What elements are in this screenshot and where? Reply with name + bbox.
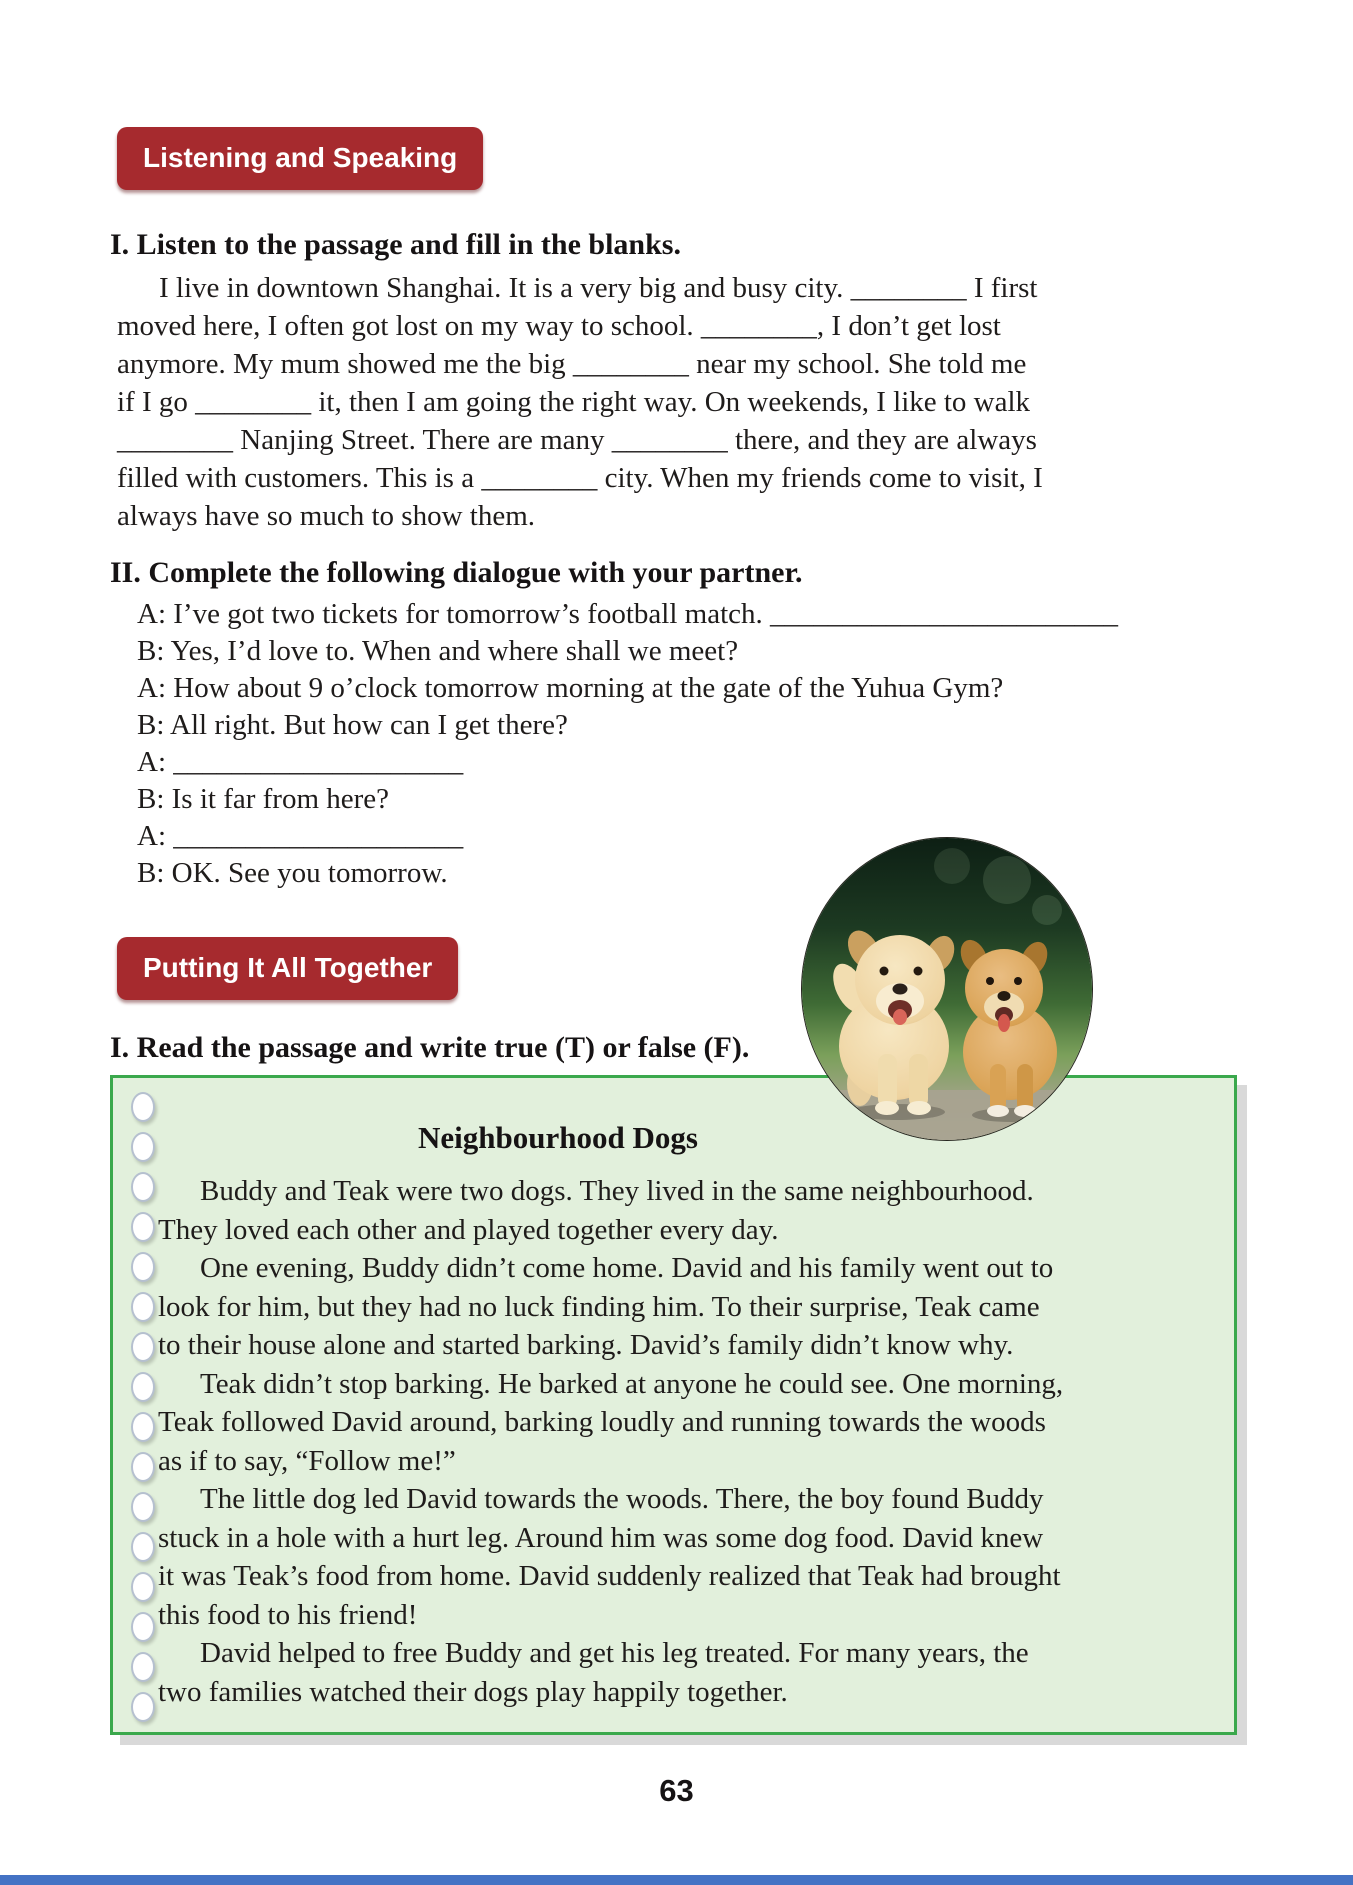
passage-body-line: as if to say, “Follow me!” (158, 1444, 456, 1477)
binder-hole-icon (131, 1332, 155, 1362)
passage-line: if I go ________ it, then I am going the right way. On weekends, I like to walk (117, 386, 1031, 418)
binder-hole-icon (131, 1652, 155, 1682)
puppies-photo (801, 837, 1093, 1141)
passage-body-line: stuck in a hole with a hurt leg. Around him was some dog food. David knew (158, 1521, 1044, 1554)
passage-body-line: David helped to free Buddy and get his leg treated. For many years, the (200, 1637, 1029, 1669)
page-number: 63 (659, 1773, 694, 1808)
dialogue-line: A: ____________________ (137, 820, 464, 852)
fill-in-passage (117, 269, 1202, 535)
binder-hole-icon (131, 1692, 155, 1722)
binder-hole-icon (131, 1372, 155, 1402)
binder-hole-icon (131, 1412, 155, 1442)
passage-line: filled with customers. This is a ________ city. When my friends come to visit, I (117, 462, 1043, 494)
passage-body-line: The little dog led David towards the woods. There, the boy found Buddy (200, 1483, 1044, 1515)
passage-body-line: Teak followed David around, barking loudly and running towards the woods (158, 1406, 1046, 1438)
dialogue-line: A: ____________________ (137, 746, 464, 778)
binder-hole-icon (131, 1292, 155, 1322)
task-heading-listen-and-fill: I. Listen to the passage and fill in the blanks. (110, 228, 681, 261)
passage-line: always have so much to show them. (117, 500, 536, 532)
footer-bar (0, 1875, 1353, 1885)
passage-body-line: two families watched their dogs play happily together. (158, 1675, 788, 1708)
passage-body-line: to their house alone and started barking. David’s family didn’t know why. (158, 1329, 1014, 1361)
passage-body-line: Teak didn’t stop barking. He barked at anyone he could see. One morning, (200, 1367, 1064, 1400)
dialogue-line: A: I’ve got two tickets for tomorrow’s football match. ________________________ (137, 598, 1119, 630)
dialogue-line: B: All right. But how can I get there? (137, 709, 568, 741)
reading-passage-box (110, 1075, 1237, 1735)
passage-line: ________ Nanjing Street. There are many ________ there, and they are always (117, 424, 1037, 456)
binder-hole-icon (131, 1612, 155, 1642)
binder-hole-icon (131, 1092, 155, 1122)
passage-body-line: One evening, Buddy didn’t come home. David and his family went out to (200, 1252, 1054, 1284)
dialogue-line: B: OK. See you tomorrow. (137, 857, 448, 889)
dialogue-line: B: Yes, I’d love to. When and where shall we meet? (137, 635, 739, 667)
passage-body (158, 1172, 1189, 1711)
dialogue (137, 596, 1237, 892)
binder-hole-icon (131, 1452, 155, 1482)
dialogue-line: A: How about 9 o’clock tomorrow morning at the gate of the Yuhua Gym? (137, 672, 1004, 704)
binder-holes-column (131, 1092, 155, 1722)
passage-line: anymore. My mum showed me the big ________ near my school. She told me (117, 348, 1027, 380)
passage-body-line: it was Teak’s food from home. David suddenly realized that Teak had brought (158, 1560, 1061, 1592)
passage-line: moved here, I often got lost on my way to school. ________, I don’t get lost (117, 310, 1001, 342)
passage-body-line: this food to his friend! (158, 1598, 418, 1631)
task-heading-complete-dialogue: II. Complete the following dialogue with your partner. (110, 556, 803, 589)
passage-title: Neighbourhood Dogs (418, 1120, 698, 1155)
passage-body-line: They loved each other and played together every day. (158, 1213, 779, 1246)
puppies-photo-graphic (802, 838, 1092, 1140)
passage-body-line: Buddy and Teak were two dogs. They lived in the same neighbourhood. (200, 1175, 1034, 1207)
dialogue-line: B: Is it far from here? (137, 783, 390, 815)
section-badge-putting-it-all-together: Putting It All Together (117, 937, 458, 1000)
binder-hole-icon (131, 1172, 155, 1202)
section-badge-listening-and-speaking: Listening and Speaking (117, 127, 483, 190)
binder-hole-icon (131, 1532, 155, 1562)
passage-line: I live in downtown Shanghai. It is a very big and busy city. ________ I first (159, 272, 1038, 304)
binder-hole-icon (131, 1572, 155, 1602)
passage-body-line: look for him, but they had no luck finding him. To their surprise, Teak came (158, 1290, 1040, 1323)
task-heading-read-true-false: I. Read the passage and write true (T) or false (F). (110, 1031, 750, 1064)
binder-hole-icon (131, 1132, 155, 1162)
binder-hole-icon (131, 1252, 155, 1282)
binder-hole-icon (131, 1492, 155, 1522)
binder-hole-icon (131, 1212, 155, 1242)
